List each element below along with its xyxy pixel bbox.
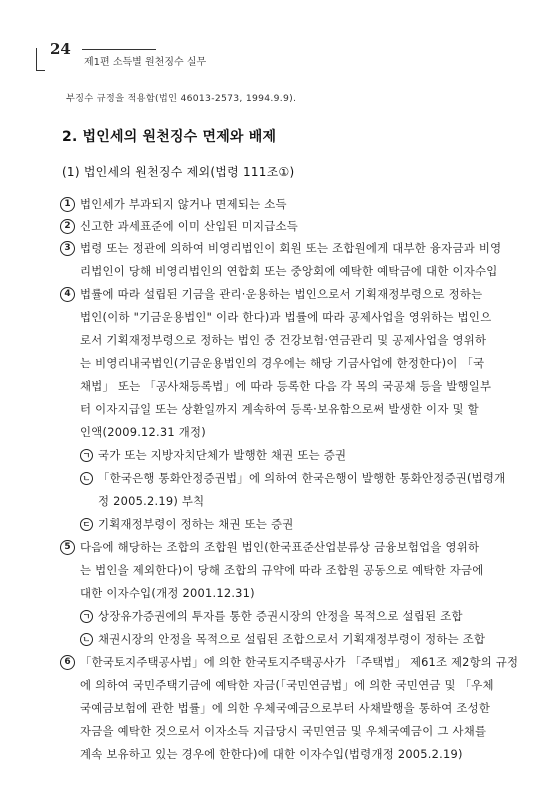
item-5-line-2: 는 법인을 제외한다)이 당해 조합의 규약에 따라 조합원 공동으로 예탁한 자금에 bbox=[80, 563, 484, 577]
circled-number-marker: 2 bbox=[60, 219, 75, 234]
item-5b-line-1: 채권시장의 안정을 목적으로 설립된 조합으로서 기획재정부령이 정하는 조합 bbox=[98, 632, 486, 646]
item-5-line-3: 대한 이자수입(개정 2001.12.31) bbox=[80, 586, 255, 600]
item-4-line-3: 로서 기획재정부령으로 정하는 법인 중 건강보험·연금관리 및 공제사업을 영위하 bbox=[80, 333, 487, 347]
subsection-title: (1) 법인세의 원천징수 제외(법령 111조①) bbox=[62, 165, 295, 179]
circled-number-marker: 4 bbox=[60, 287, 75, 302]
item-3-line-2: 리법인이 당해 비영리법인의 연합회 또는 중앙회에 예탁한 예탁금에 대한 이자수입 bbox=[80, 264, 498, 278]
circled-number-marker: 3 bbox=[60, 241, 75, 256]
chapter-title: 제1편 소득별 원천징수 실무 bbox=[84, 57, 207, 68]
item-4-line-2: 법인(이하 "기금운용법인" 이라 한다)과 법률에 따라 공제사업을 영위하는 법인으 bbox=[80, 310, 492, 324]
item-6-line-5: 계속 보유하고 있는 경우에 한한다)에 대한 이자수입(법령개정 2005.2.19) bbox=[80, 747, 463, 761]
item-4-line-1: 법률에 따라 설립된 기금을 관리·운용하는 법인으로서 기획재정부령으로 정하는 bbox=[80, 287, 483, 301]
circled-number-marker: 6 bbox=[60, 655, 75, 670]
item-1-line-1: 법인세가 부과되지 않거나 면제되는 소득 bbox=[80, 197, 287, 211]
item-4-line-6: 터 이자지급일 또는 상환일까지 계속하여 등록·보유함으로써 발생한 이자 및 할 bbox=[80, 402, 479, 416]
item-4b-line-1: 「한국은행 통화안정증권법」에 의하여 한국은행이 발행한 통화안정증권(법령개 bbox=[98, 471, 506, 485]
circled-number-marker: 5 bbox=[60, 540, 75, 555]
header-rule bbox=[82, 49, 156, 50]
item-5-line-1: 다음에 해당하는 조합의 조합원 법인(한국표준산업분류상 금융보험업을 영위하 bbox=[80, 540, 480, 554]
item-6-line-3: 국예금보험에 관한 법률」에 의한 우체국예금으로부터 사채발행을 통하여 조성한 bbox=[80, 701, 491, 715]
page-number: 24 bbox=[50, 40, 71, 58]
circled-number-marker: 1 bbox=[60, 197, 75, 212]
circled-letter-marker: ㄷ bbox=[80, 518, 93, 531]
item-6-line-2: 에 의하여 국민주택기금에 예탁한 자금(「국민연금법」에 의한 국민연금 및 「우체 bbox=[80, 678, 494, 692]
intro-line: 부징수 규정을 적용함(법인 46013-2573, 1994.9.9). bbox=[66, 93, 297, 104]
circled-letter-marker: ㄱ bbox=[80, 610, 93, 623]
item-3-line-1: 법령 또는 정관에 의하여 비영리법인이 회원 또는 조합원에게 대부한 융자금과 비영 bbox=[80, 241, 502, 255]
item-6-line-1: 「한국토지주택공사법」에 의한 한국토지주택공사가 「주택법」 제61조 제2항의 규정 bbox=[80, 655, 519, 669]
item-4b-line-2: 정 2005.2.19) 부칙 bbox=[98, 494, 205, 508]
item-4a-line-1: 국가 또는 지방자치단체가 발행한 채권 또는 증권 bbox=[98, 448, 347, 462]
header-bracket bbox=[36, 48, 45, 71]
item-5a-line-1: 상장유가증권에의 투자를 통한 증권시장의 안정을 목적으로 설립된 조합 bbox=[98, 609, 463, 623]
circled-letter-marker: ㄴ bbox=[80, 633, 93, 646]
item-4-line-7: 인액(2009.12.31 개정) bbox=[80, 425, 206, 439]
circled-letter-marker: ㄱ bbox=[80, 449, 93, 462]
circled-letter-marker: ㄴ bbox=[80, 472, 93, 485]
item-2-line-1: 신고한 과세표준에 이미 산입된 미지급소득 bbox=[80, 219, 299, 233]
item-4-line-5: 채법」 또는 「공사채등록법」에 따라 등록한 다음 각 목의 국공채 등을 발행일부 bbox=[80, 379, 492, 393]
item-6-line-4: 자금을 예탁한 것으로서 이자소득 지급당시 국민연금 및 우체국예금이 그 사채를 bbox=[80, 724, 487, 738]
item-4-line-4: 는 비영리내국법인(기금운용법인의 경우에는 해당 기금사업에 한정한다)이 「국 bbox=[80, 356, 485, 370]
section-title: 2. 법인세의 원천징수 면제와 배제 bbox=[62, 129, 277, 145]
item-4c-line-1: 기획재정부령이 정하는 채권 또는 증권 bbox=[98, 517, 294, 531]
page-header bbox=[36, 40, 236, 70]
